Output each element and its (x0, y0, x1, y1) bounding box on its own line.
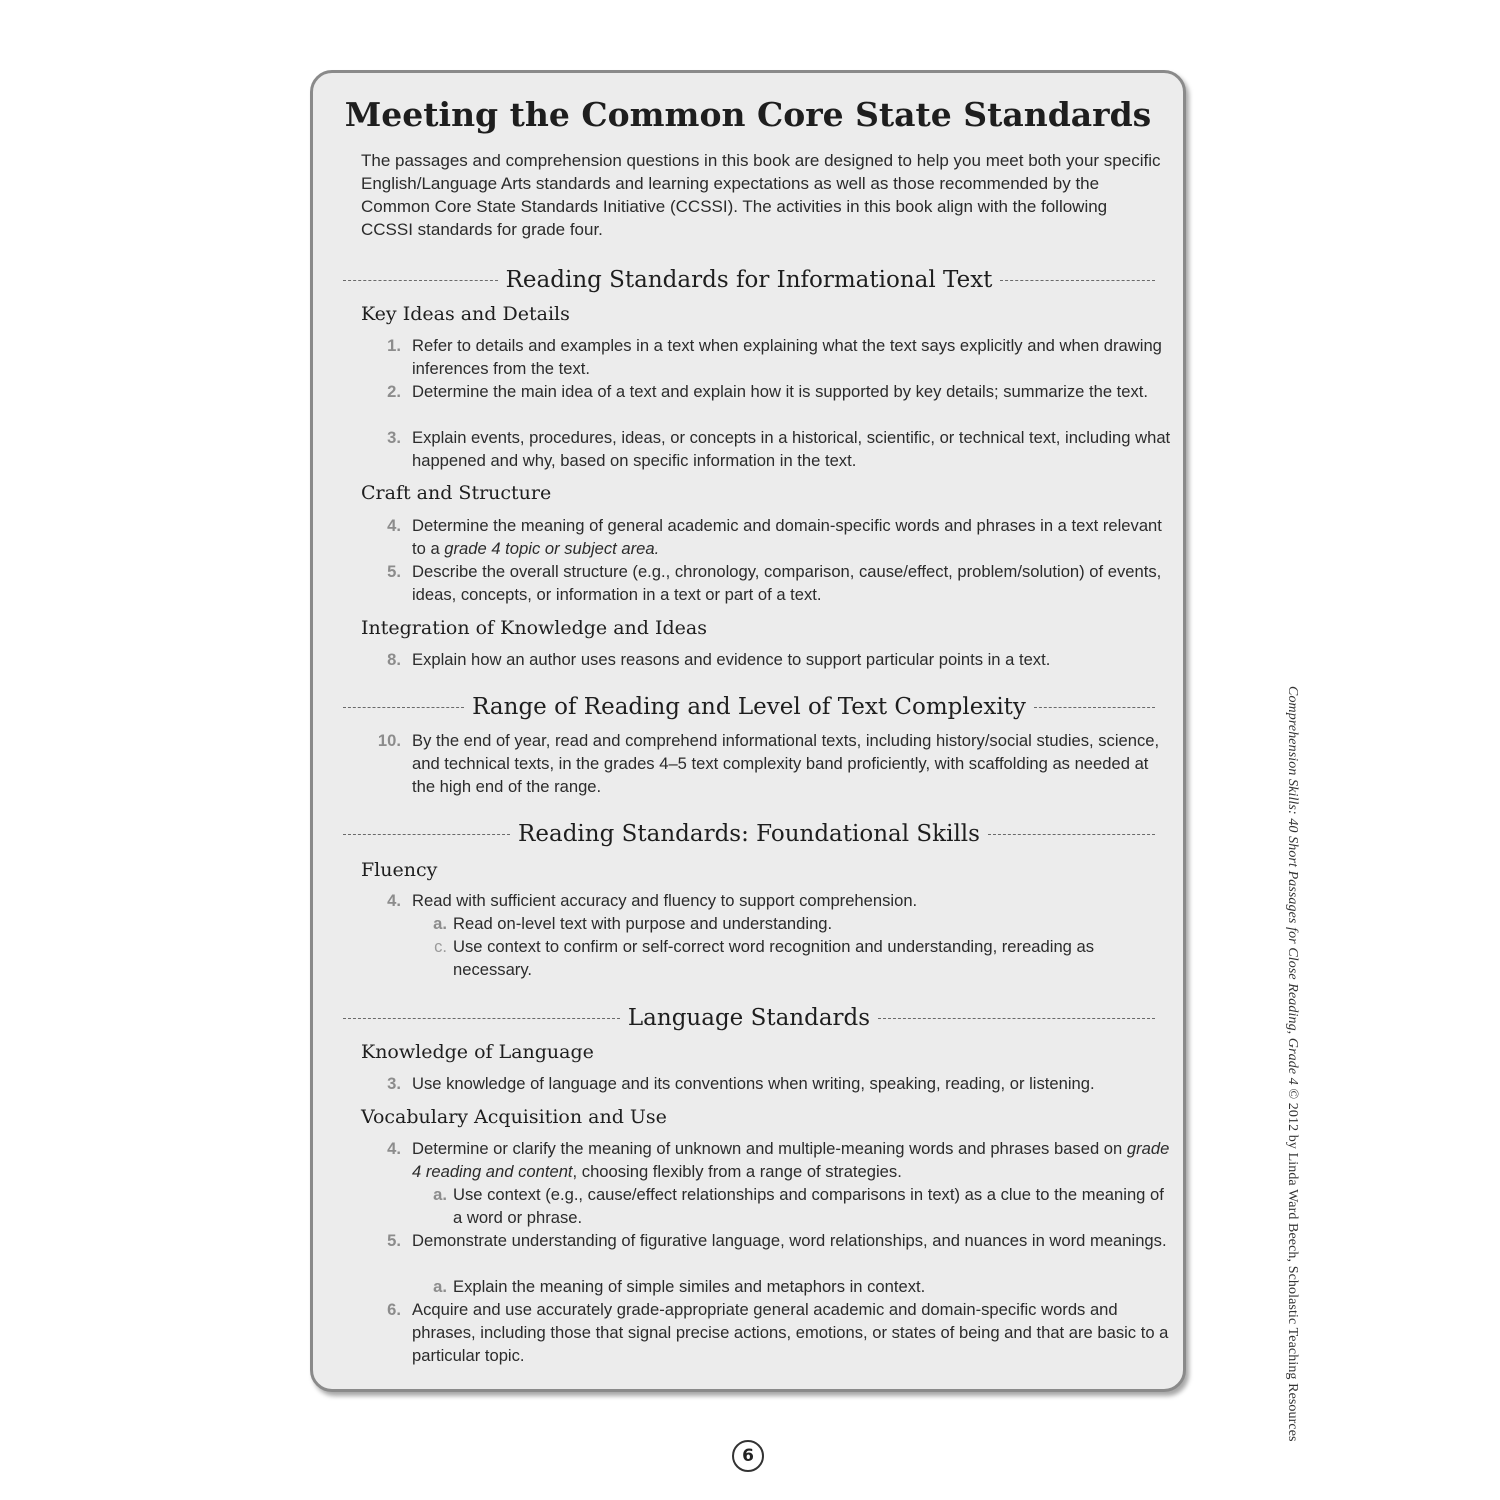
dotted-rule (1000, 280, 1155, 281)
section-heading-range: Range of Reading and Level of Text Complexity (343, 690, 1155, 724)
page-title: Meeting the Common Core State Standards (344, 95, 1152, 134)
dotted-rule (1034, 707, 1155, 708)
dotted-rule (878, 1018, 1155, 1019)
section-heading-foundational: Reading Standards: Foundational Skills (343, 817, 1155, 851)
subheading-key-ideas: Key Ideas and Details (361, 303, 570, 325)
subheading-integration: Integration of Knowledge and Ideas (361, 617, 707, 639)
dotted-rule (343, 834, 510, 835)
dotted-rule (343, 280, 498, 281)
subheading-knowledge: Knowledge of Language (361, 1041, 594, 1063)
subheading-craft: Craft and Structure (361, 482, 552, 504)
standards-panel: Meeting the Common Core State Standards The passages and comprehension questions in this book are designed to help you meet both your specific English/Language Arts standards and learning expectations as well as those recommended by the Common Core State Standards Initiative (CCSSI). The activities in this book align with the following CCSSI standards for grade four. Reading Standards for Informational Text Key Ideas and Details 1. Refer to details and examples in a text when explaining what the text says explicitly and when drawing inferences from the text. 2. Determine the main idea of a text and explain how it is supported by key details; summarize the text. 3. Explain events, procedures, ideas, or concepts in a historical, scientific, or technical text, including what happened and why, based on specific information in the text. Craft and Structure 4. Determine the meaning of general academic and domain-specific words and phrases in a text relevant to a grade 4 topic or subject area. 5. Describe the overall structure (e.g., chronology, comparison, cause/effect, problem/solution) of events, ideas, concepts, or information in a text or part of a text. Integration of Knowledge and Ideas 8. Explain how an author uses reasons and evidence to support particular points in a text. Range of Reading and Level of Text Complexity 10. By the end of year, read and comprehend informational texts, including history/social studies, science, and technical texts, in the grades 4–5 text complexity band proficiently, with scaffolding as needed at the high end of the range. Reading Standards: Foundational Skills Fluency 4. Read with sufficient accuracy and fluency to support comprehension. a. Read on-level text with purpose and understanding. c. Use context to confirm or self-correct word recognition and understanding, rereading as necessary. Language Standards Knowledge of Language 3. Use knowledge of language and its conventions when writing, speaking, reading, or listening. Vocabulary Acquisition and Use 4. Determine or clarify the meaning of unknown and multiple-meaning words and phrases based on grade 4 reading and content, choosing flexibly from a range of strategies. a. Use context (e.g., cause/effect relationships and comparisons in text) as a clue to the meaning of a word or phrase. 5. Demonstrate understanding of figurative language, word relationships, and nuances in word meanings. a. Explain the meaning of simple similes and metaphors in context. 6. Acquire and use accurately grade-appropriate general academic and domain-specific words and phrases, including those that signal precise actions, emotions, or states of being and that are basic to a particular topic. (310, 70, 1186, 1392)
book-title: Comprehension Skills: 40 Short Passages for Close Reading, Grade 4 (1285, 686, 1300, 1085)
dotted-rule (343, 707, 464, 708)
page-number: 6 (732, 1440, 764, 1472)
dotted-rule (343, 1018, 620, 1019)
copyright-credit: © 2012 by Linda Ward Beech, Scholastic Teaching Resources (1285, 1084, 1300, 1442)
section-heading-informational: Reading Standards for Informational Text (343, 263, 1155, 297)
dotted-rule (988, 834, 1155, 835)
intro-paragraph: The passages and comprehension questions in this book are designed to help you meet both your specific English/Language Arts standards and learning expectations as well as those recommended by the Common Core State Standards Initiative (CCSSI). The activities in this book align with the following CCSSI standards for grade four. (361, 151, 1161, 239)
section-heading-language: Language Standards (343, 1001, 1155, 1035)
subheading-fluency: Fluency (361, 859, 438, 881)
subheading-vocabulary: Vocabulary Acquisition and Use (361, 1106, 667, 1128)
copyright-sidebar (1280, 686, 1300, 1466)
